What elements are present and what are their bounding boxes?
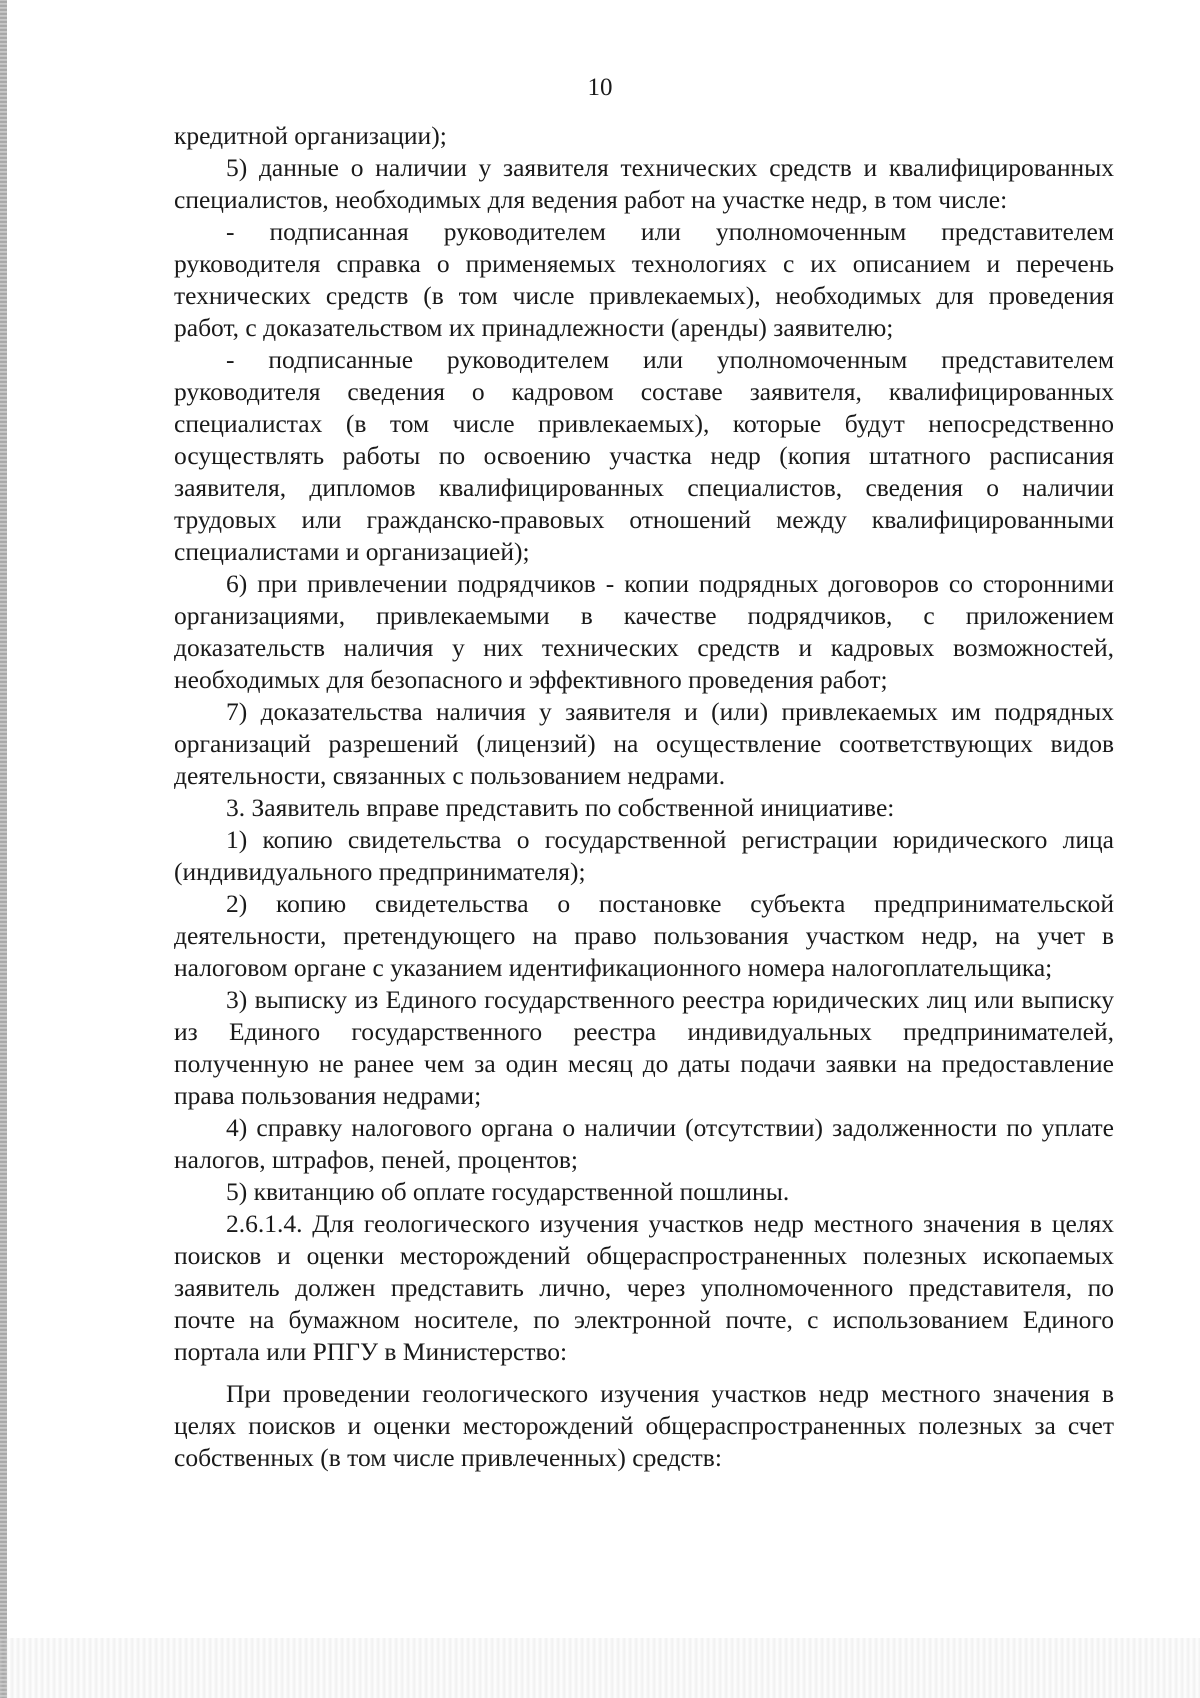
page-number: 10 — [587, 74, 613, 101]
paragraph-section-2-6-1-4: 2.6.1.4. Для геологического изучения участков недр местного значения в целях поисков и оценки месторождений общераспространенных полезных ископаемых заявитель должен представить лично, через уполномоченного представителя, по почте на бумажном носителе, по электронной почте, с использованием Единого портала или РПГУ в Министерство: — [174, 1209, 1114, 1366]
paragraph-item-6: 6) при привлечении подрядчиков - копии подрядных договоров со сторонними организациями, привлекаемыми в качестве подрядчиков, с приложением доказательств наличия у них технических средств и кадровых возможностей, необходимых для безопасного и эффективного проведения работ; — [174, 569, 1114, 694]
document-body — [174, 120, 1114, 1474]
scan-edge-bottom — [0, 1638, 1200, 1698]
paragraph-dash-staff: - подписанные руководителем или уполномоченным представителем руководителя сведения о кадровом составе заявителя, квалифицированных специалистах (в том числе привлекаемых), которые будут непосредственно осуществлять работы по освоению участка недр (копия штатного расписания заявителя, дипломов квалифицированных специалистов, сведения о наличии трудовых или гражданско-правовых отношений между квалифицированными специалистами и организацией); — [174, 345, 1114, 566]
paragraph-3-item-1: 1) копию свидетельства о государственной регистрации юридического лица (индивидуального предпринимателя); — [174, 825, 1114, 886]
paragraph-section-3: 3. Заявитель вправе представить по собственной инициативе: — [226, 793, 895, 822]
paragraph-item-5: 5) данные о наличии у заявителя технических средств и квалифицированных специалистов, необходимых для ведения работ на участке недр, в том числе: — [174, 153, 1114, 214]
paragraph-3-item-3: 3) выписку из Единого государственного реестра юридических лиц или выписку из Единого государственного реестра индивидуальных предпринимателей, полученную не ранее чем за один месяц до даты подачи заявки на предоставление права пользования недрами; — [174, 985, 1114, 1110]
paragraph-own-funds: При проведении геологического изучения участков недр местного значения в целях поисков и оценки месторождений общераспространенных полезных за счет собственных (в том числе привлеченных) средств: — [174, 1379, 1114, 1472]
paragraph-continuation: кредитной организации); — [174, 121, 447, 150]
paragraph-3-item-2: 2) копию свидетельства о постановке субъекта предпринимательской деятельности, претендующего на право пользования участком недр, на учет в налоговом органе с указанием идентификационного номера налогоплательщика; — [174, 889, 1114, 982]
paragraph-3-item-4: 4) справку налогового органа о наличии (отсутствии) задолженности по уплате налогов, штрафов, пеней, процентов; — [174, 1113, 1114, 1174]
paragraph-3-item-5: 5) квитанцию об оплате государственной пошлины. — [226, 1177, 790, 1206]
scan-edge-left — [0, 0, 7, 1698]
paragraph-item-7: 7) доказательства наличия у заявителя и (или) привлекаемых им подрядных организаций разрешений (лицензий) на осуществление соответствующих видов деятельности, связанных с пользованием недрами. — [174, 697, 1114, 790]
paragraph-dash-technologies: - подписанная руководителем или уполномоченным представителем руководителя справка о применяемых технологиях с их описанием и перечень технических средств (в том числе привлекаемых), необходимых для проведения работ, с доказательством их принадлежности (аренды) заявителю; — [174, 217, 1114, 342]
